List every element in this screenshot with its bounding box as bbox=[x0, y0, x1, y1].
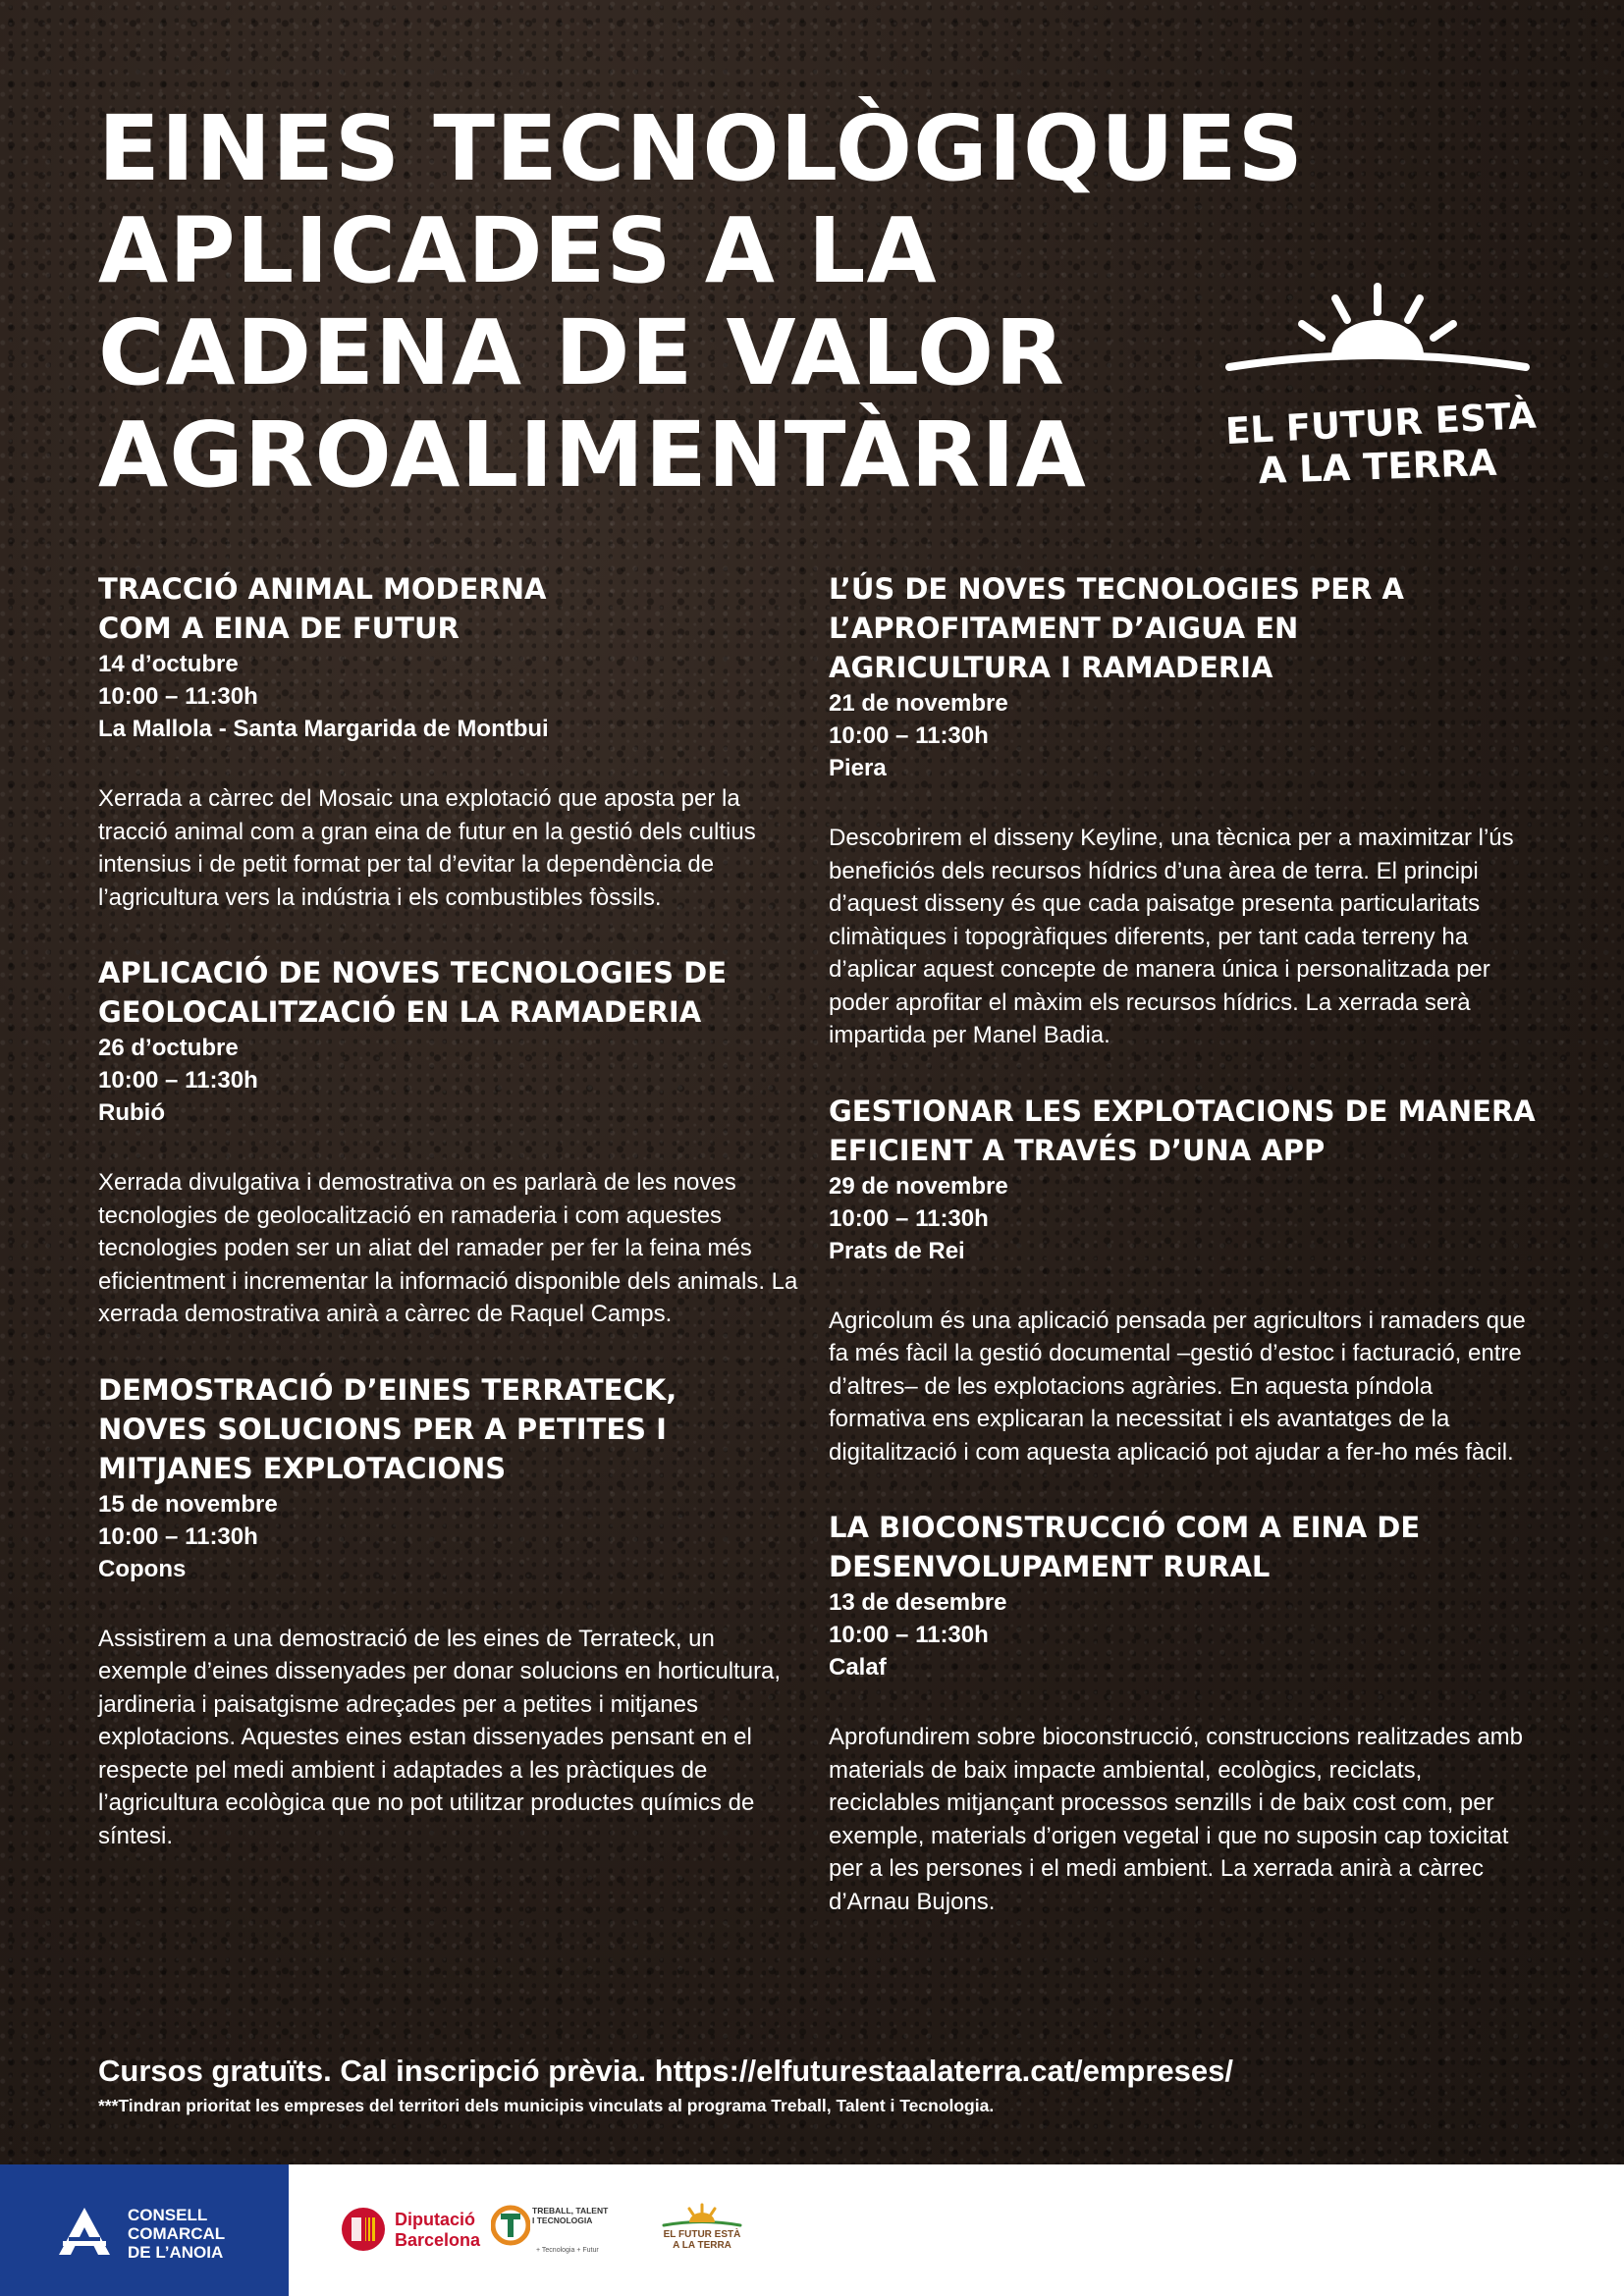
event-card bbox=[98, 1370, 805, 1853]
events-right-column bbox=[829, 569, 1536, 1957]
event-date: 13 de desembre bbox=[829, 1589, 1007, 1616]
treball-talent-tecnologia-logo bbox=[491, 2200, 628, 2259]
event-description: Xerrada a càrrec del Mosaic una explotació que aposta per la tracció animal com a gran eina de futur en la gestió dels cultius intensius i de petit format per tal d’evitar la dependència de l’agricultura vers la indústria i els combustibles fòssils. bbox=[98, 785, 756, 911]
title-line: EINES TECNOLÒGIQUES bbox=[98, 96, 1304, 201]
event-title: L’ÚS DE NOVES TECNOLOGIES PER A L’APROFITAMENT D’AIGUA EN AGRICULTURA I RAMADERIA bbox=[829, 572, 1404, 684]
event-time: 10:00 – 11:30h bbox=[98, 683, 258, 710]
event-time: 10:00 – 11:30h bbox=[98, 1067, 258, 1094]
event-card bbox=[98, 953, 805, 1331]
event-meta bbox=[829, 1170, 1536, 1267]
main-title bbox=[98, 96, 1304, 507]
event-description: Agricolum és una aplicació pensada per agricultors i ramaders que fa més fàcil la gestió documental –gestió d’estoc i facturació, entre d’altres– de les explotacions agràries. En aquesta píndola formativa ens explicaran la necessitat i els avantatges de la digitalització i com aquesta aplicació pot ajudar a fer-ho més fàcil. bbox=[829, 1307, 1526, 1466]
event-place: Calaf bbox=[829, 1654, 887, 1681]
event-meta bbox=[98, 1032, 805, 1129]
event-title: DEMOSTRACIÓ D’EINES TERRATECK, NOVES SOLUCIONS PER A PETITES I MITJANES EXPLOTACIONS bbox=[98, 1372, 677, 1485]
event-time: 10:00 – 11:30h bbox=[98, 1522, 258, 1550]
priority-note: ***Tindran prioritat les empreses del territori dels municipis vinculats al programa Treball, Talent i Tecnologia. bbox=[98, 2096, 995, 2115]
event-description: Assistirem a una demostració de les eines de Terrateck, un exemple d’eines dissenyades per donar solucions en horticultura, jardineria i paisatgisme adreçades per a petites i mitjanes explotacions. Aquestes eines estan dissenyades pensant en el respecte pel medi ambient i adaptades a les pràctiques de l’agricultura ecològica que no pot utilitzar productes químics de síntesi. bbox=[98, 1625, 782, 1849]
consell-text: CONSELL COMARCAL DE L’ANOIA bbox=[128, 2206, 226, 2262]
logo-wordmark bbox=[1224, 394, 1538, 493]
consell-a-icon bbox=[55, 2204, 114, 2259]
ttt-text: TREBALL, TALENT I TECNOLOGIA bbox=[532, 2206, 609, 2225]
event-title: TRACCIÓ ANIMAL MODERNA COM A EINA DE FUTUR bbox=[98, 572, 547, 645]
registration-note bbox=[98, 2052, 1532, 2120]
event-time: 10:00 – 11:30h bbox=[829, 1622, 989, 1648]
diputacio-shield-icon bbox=[340, 2206, 387, 2253]
event-meta bbox=[829, 687, 1536, 784]
title-line: AGROALIMENTÀRIA bbox=[98, 402, 1087, 507]
event-place: Prats de Rei bbox=[829, 1237, 965, 1264]
registration-cta[interactable]: Cursos gratuïts. Cal inscripció prèvia. https://elfuturestaalaterra.cat/empreses/ bbox=[98, 2054, 1234, 2088]
event-time: 10:00 – 11:30h bbox=[829, 1204, 989, 1232]
event-date: 14 d’octubre bbox=[98, 651, 239, 677]
mini-logo-text: EL FUTUR ESTÀ A LA TERRA bbox=[663, 2229, 741, 2251]
event-title: LA BIOCONSTRUCCIÓ COM A EINA DE DESENVOLUPAMENT RURAL bbox=[829, 1511, 1421, 1583]
event-place: Copons bbox=[98, 1555, 187, 1582]
event-card bbox=[829, 1508, 1536, 1918]
event-place: Piera bbox=[829, 755, 887, 781]
diputacio-barcelona-logo bbox=[340, 2206, 487, 2255]
event-card bbox=[98, 569, 805, 914]
event-time: 10:00 – 11:30h bbox=[829, 722, 989, 749]
event-date: 26 d’octubre bbox=[98, 1035, 239, 1061]
event-description: Descobrirem el disseny Keyline, una tècnica per a maximitzar l’ús beneficiós dels recursos hídrics d’una àrea de terra. El principi d’aquest disseny és que cada paisatge presenta particularitats climàtiques i topogràfiques diferents, per tant cada terreny ha d’aplicar aquest concepte de manera única i personalitzada per poder aprofitar el màxim els recursos hídrics. La xerrada serà impartida per Manel Badia. bbox=[829, 825, 1514, 1048]
event-title: APLICACIÓ DE NOVES TECNOLOGIES DE GEOLOCALITZACIÓ EN LA RAMADERIA bbox=[98, 956, 728, 1029]
el-futur-esta-a-la-terra-logo bbox=[1224, 277, 1538, 503]
event-meta bbox=[829, 1586, 1536, 1683]
consell-comarcal-logo bbox=[0, 2164, 289, 2296]
title-line: APLICADES A LA bbox=[98, 198, 938, 303]
diputacio-text: Diputació Barcelona bbox=[395, 2210, 481, 2250]
event-meta bbox=[98, 648, 805, 745]
event-place: Rubió bbox=[98, 1099, 165, 1126]
event-place: La Mallola - Santa Margarida de Montbui bbox=[98, 716, 549, 742]
sun-horizon-icon bbox=[658, 2202, 746, 2231]
event-description: Xerrada divulgativa i demostrativa on es parlarà de les noves tecnologies de geolocalització en ramaderia i com aquestes tecnologies poden ser un aliat del ramader per fer la feina més eficientment i incrementar la informació disponible dels animals. La xerrada demostrativa anirà a càrrec de Raquel Camps. bbox=[98, 1169, 798, 1327]
event-date: 15 de novembre bbox=[98, 1490, 278, 1518]
el-futur-esta-a-la-terra-mini-logo bbox=[658, 2202, 746, 2261]
logo-line: A LA TERRA bbox=[1257, 441, 1498, 493]
event-description: Aprofundirem sobre bioconstrucció, construccions realitzades amb materials de baix impacte ambiental, ecològics, reciclats, reciclables mitjançant processos senzills i de baix cost com, per exemple, materials d’origen vegetal i que no suposin cap toxicitat per a les persones i el medi ambient. La xerrada anirà a càrrec d’Arnau Bujons. bbox=[829, 1724, 1524, 1915]
event-date: 29 de novembre bbox=[829, 1172, 1008, 1200]
events-left-column bbox=[98, 569, 805, 1892]
sun-horizon-icon bbox=[1225, 277, 1530, 395]
ttt-t-icon bbox=[491, 2200, 530, 2251]
event-card bbox=[829, 1092, 1536, 1469]
sponsor-logo-bar bbox=[0, 2164, 1624, 2296]
event-card bbox=[829, 569, 1536, 1052]
event-meta bbox=[98, 1488, 805, 1585]
ttt-subtitle: + Tecnologia + Futur bbox=[536, 2247, 599, 2254]
event-date: 21 de novembre bbox=[829, 690, 1008, 717]
event-title: GESTIONAR LES EXPLOTACIONS DE MANERA EFICIENT A TRAVÉS D’UNA APP bbox=[829, 1094, 1536, 1167]
logo-line: EL FUTUR ESTÀ bbox=[1224, 394, 1538, 454]
title-line: CADENA DE VALOR bbox=[98, 300, 1065, 405]
